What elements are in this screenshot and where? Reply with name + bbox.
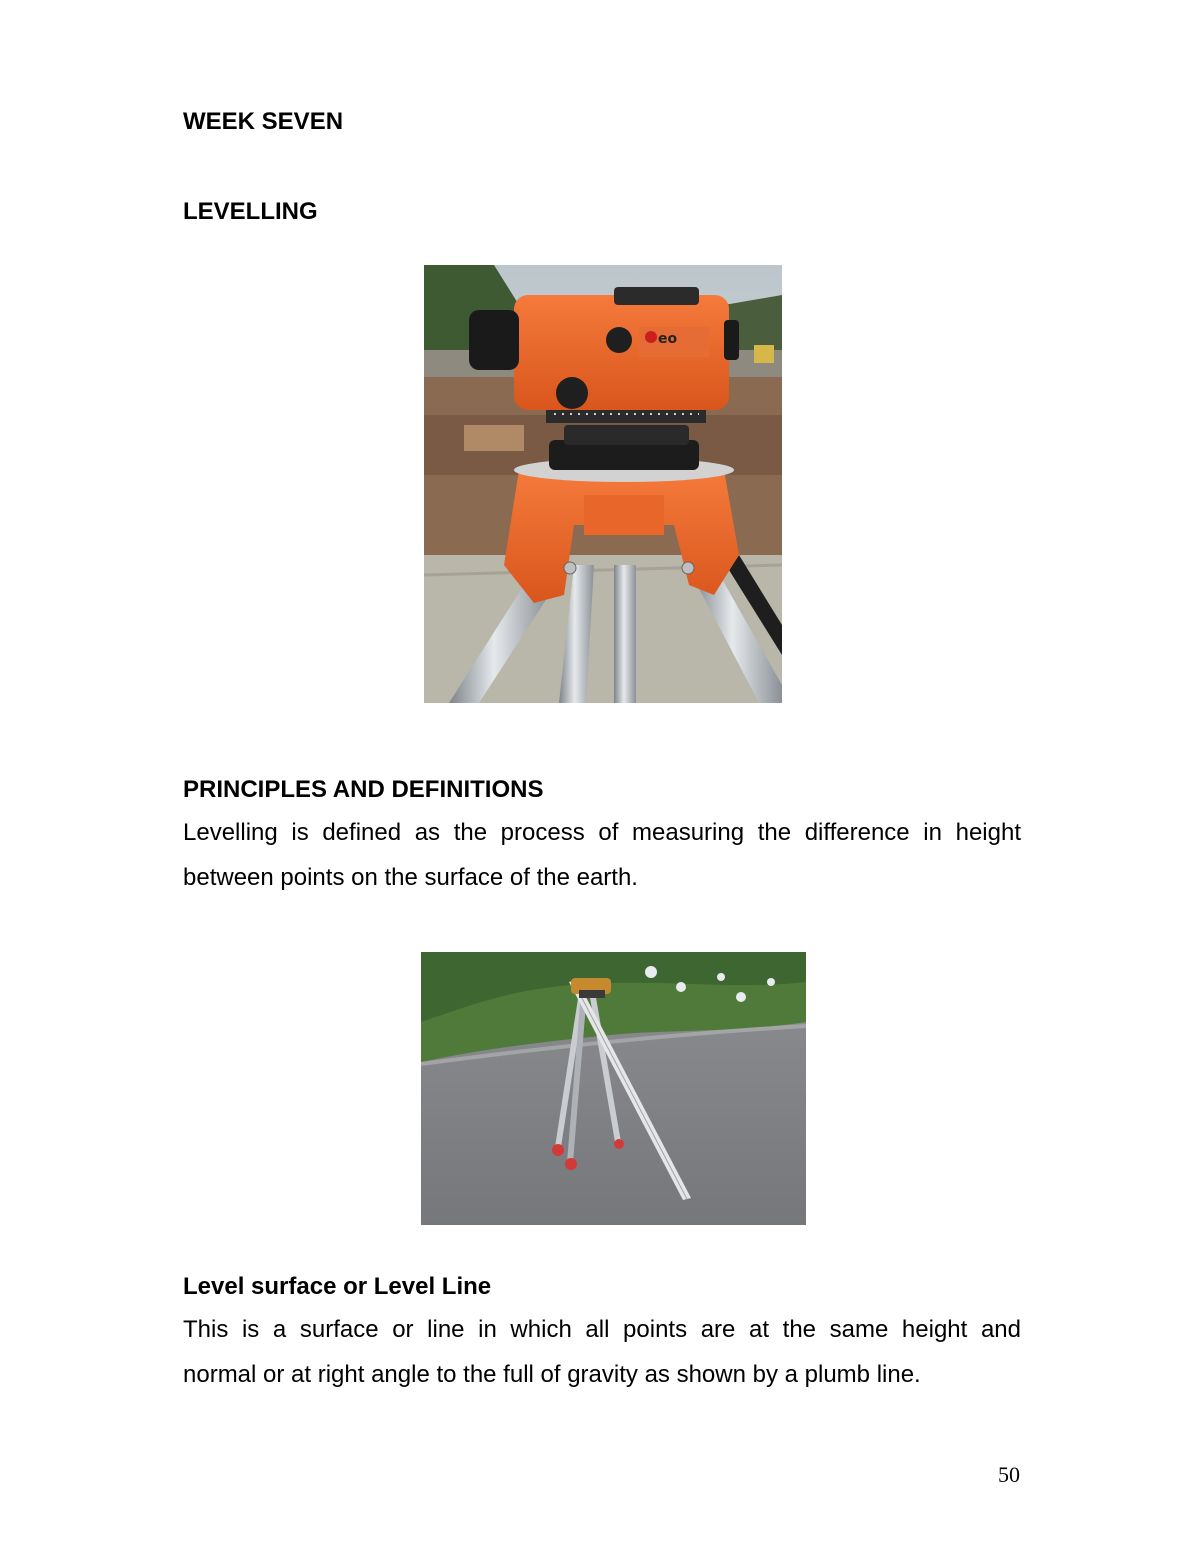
level-instrument-photo [424,265,782,703]
principles-paragraph [183,810,1021,900]
level-surface-line-2: normal or at right angle to the full of gravity as shown by a plumb line. [183,1361,921,1388]
level-surface-paragraph [183,1307,1021,1397]
level-surface-line-1: This is a surface or line in which all points are at the same height and [183,1316,1021,1343]
principles-line-1: Levelling is defined as the process of measuring the difference in height [183,819,1021,846]
week-heading: WEEK SEVEN [183,108,344,135]
level-surface-heading: Level surface or Level Line [183,1273,492,1300]
topic-heading: LEVELLING [183,198,318,225]
principles-heading: PRINCIPLES AND DEFINITIONS [183,776,544,803]
page-number: 50 [998,1462,1020,1487]
principles-line-2: between points on the surface of the earth. [183,864,638,891]
tripod-photo [421,952,806,1225]
instrument-brand-label: eo [658,331,678,347]
